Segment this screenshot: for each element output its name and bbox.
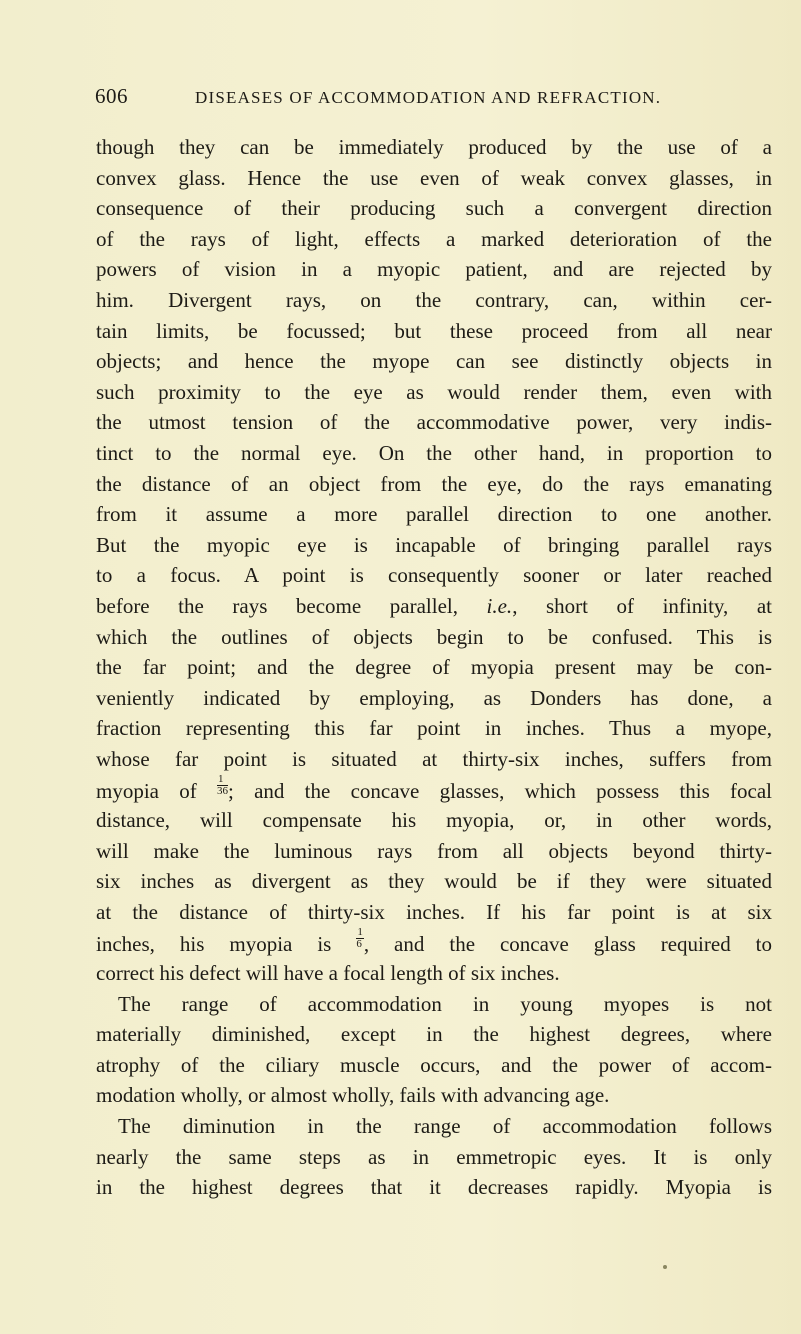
fraction-denominator: 36 [217,785,228,798]
text-line [96,927,772,958]
fraction-denominator: 6 [356,938,362,951]
text-line: atrophy of the ciliary muscle occurs, and the power of accom- [96,1052,772,1077]
text-line: to a focus. A point is consequently sooner or later reached [96,563,772,588]
body-text [96,132,772,1203]
paper-speck [663,1265,667,1269]
fraction-numerator: 1 [357,926,363,939]
text-segment: ; and the concave glasses, which possess this focal [228,779,773,804]
text-segment: , and the concave glass required to [363,932,773,957]
text-line [96,774,772,805]
text-line: the distance of an object from the eye, do the rays emanating [96,471,772,496]
text-line: powers of vision in a myopic patient, and are rejected by [96,257,772,282]
text-line: nearly the same steps as in emmetropic eyes. It is only [96,1144,772,1169]
text-line: at the distance of thirty-six inches. If his far point is at six [96,899,772,924]
running-title: DISEASES OF ACCOMMODATION AND REFRACTION. [195,88,662,107]
text-line: materially diminished, except in the highest degrees, where [96,1022,772,1047]
text-line: from it assume a more parallel direction to one another. [96,502,772,527]
text-segment: , short of infinity, at [512,593,772,618]
text-segment: before the rays become parallel, [96,593,487,618]
text-line: fraction representing this far point in inches. Thus a myope, [96,716,772,741]
text-line: in the highest degrees that it decreases rapidly. Myopia is [96,1175,772,1200]
italic-abbrev: i.e. [486,593,513,618]
text-line: distance, will compensate his myopia, or, in other words, [96,808,772,833]
text-line: though they can be immediately produced by the use of a [96,135,772,159]
text-line: the far point; and the degree of myopia present may be con- [96,655,772,680]
text-line: correct his defect will have a focal length of six inches. [96,961,560,986]
text-line: will make the luminous rays from all objects beyond thirty- [96,838,772,863]
text-line: The range of accommodation in young myopes is not [118,991,772,1016]
fraction-one-sixth [356,927,364,950]
text-line: The diminution in the range of accommodation follows [118,1114,772,1138]
text-line: which the outlines of objects begin to be confused. This is [96,624,772,649]
text-line: consequence of their producing such a convergent direction [96,196,772,221]
fraction-one-thirty-sixth [217,774,228,797]
text-line: six inches as divergent as they would be if they were situated [96,869,772,894]
text-line: the utmost tension of the accommodative power, very indis- [96,410,772,435]
page-number: 606 [95,84,128,108]
text-line [96,591,772,622]
text-line: tinct to the normal eye. On the other hand, in proportion to [96,440,772,465]
text-line: such proximity to the eye as would render them, even with [96,379,772,404]
fraction-numerator: 1 [217,774,228,786]
page-header [95,84,775,114]
text-line: convex glass. Hence the use even of weak convex glasses, in [96,165,772,190]
text-line: modation wholly, or almost wholly, fails with advancing age. [96,1083,610,1108]
text-line: of the rays of light, effects a marked deterioration of the [96,226,772,251]
text-line: But the myopic eye is incapable of bringing parallel rays [96,532,772,557]
text-line: whose far point is situated at thirty-six inches, suffers from [96,746,772,771]
text-line: tain limits, be focussed; but these proceed from all near [96,318,772,343]
text-line: objects; and hence the myope can see distinctly objects in [96,349,772,374]
text-line: veniently indicated by employing, as Donders has done, a [96,685,772,710]
text-segment: myopia of [96,779,217,804]
text-line: him. Divergent rays, on the contrary, can, within cer- [96,287,772,312]
text-segment: inches, his myopia is [96,932,357,957]
